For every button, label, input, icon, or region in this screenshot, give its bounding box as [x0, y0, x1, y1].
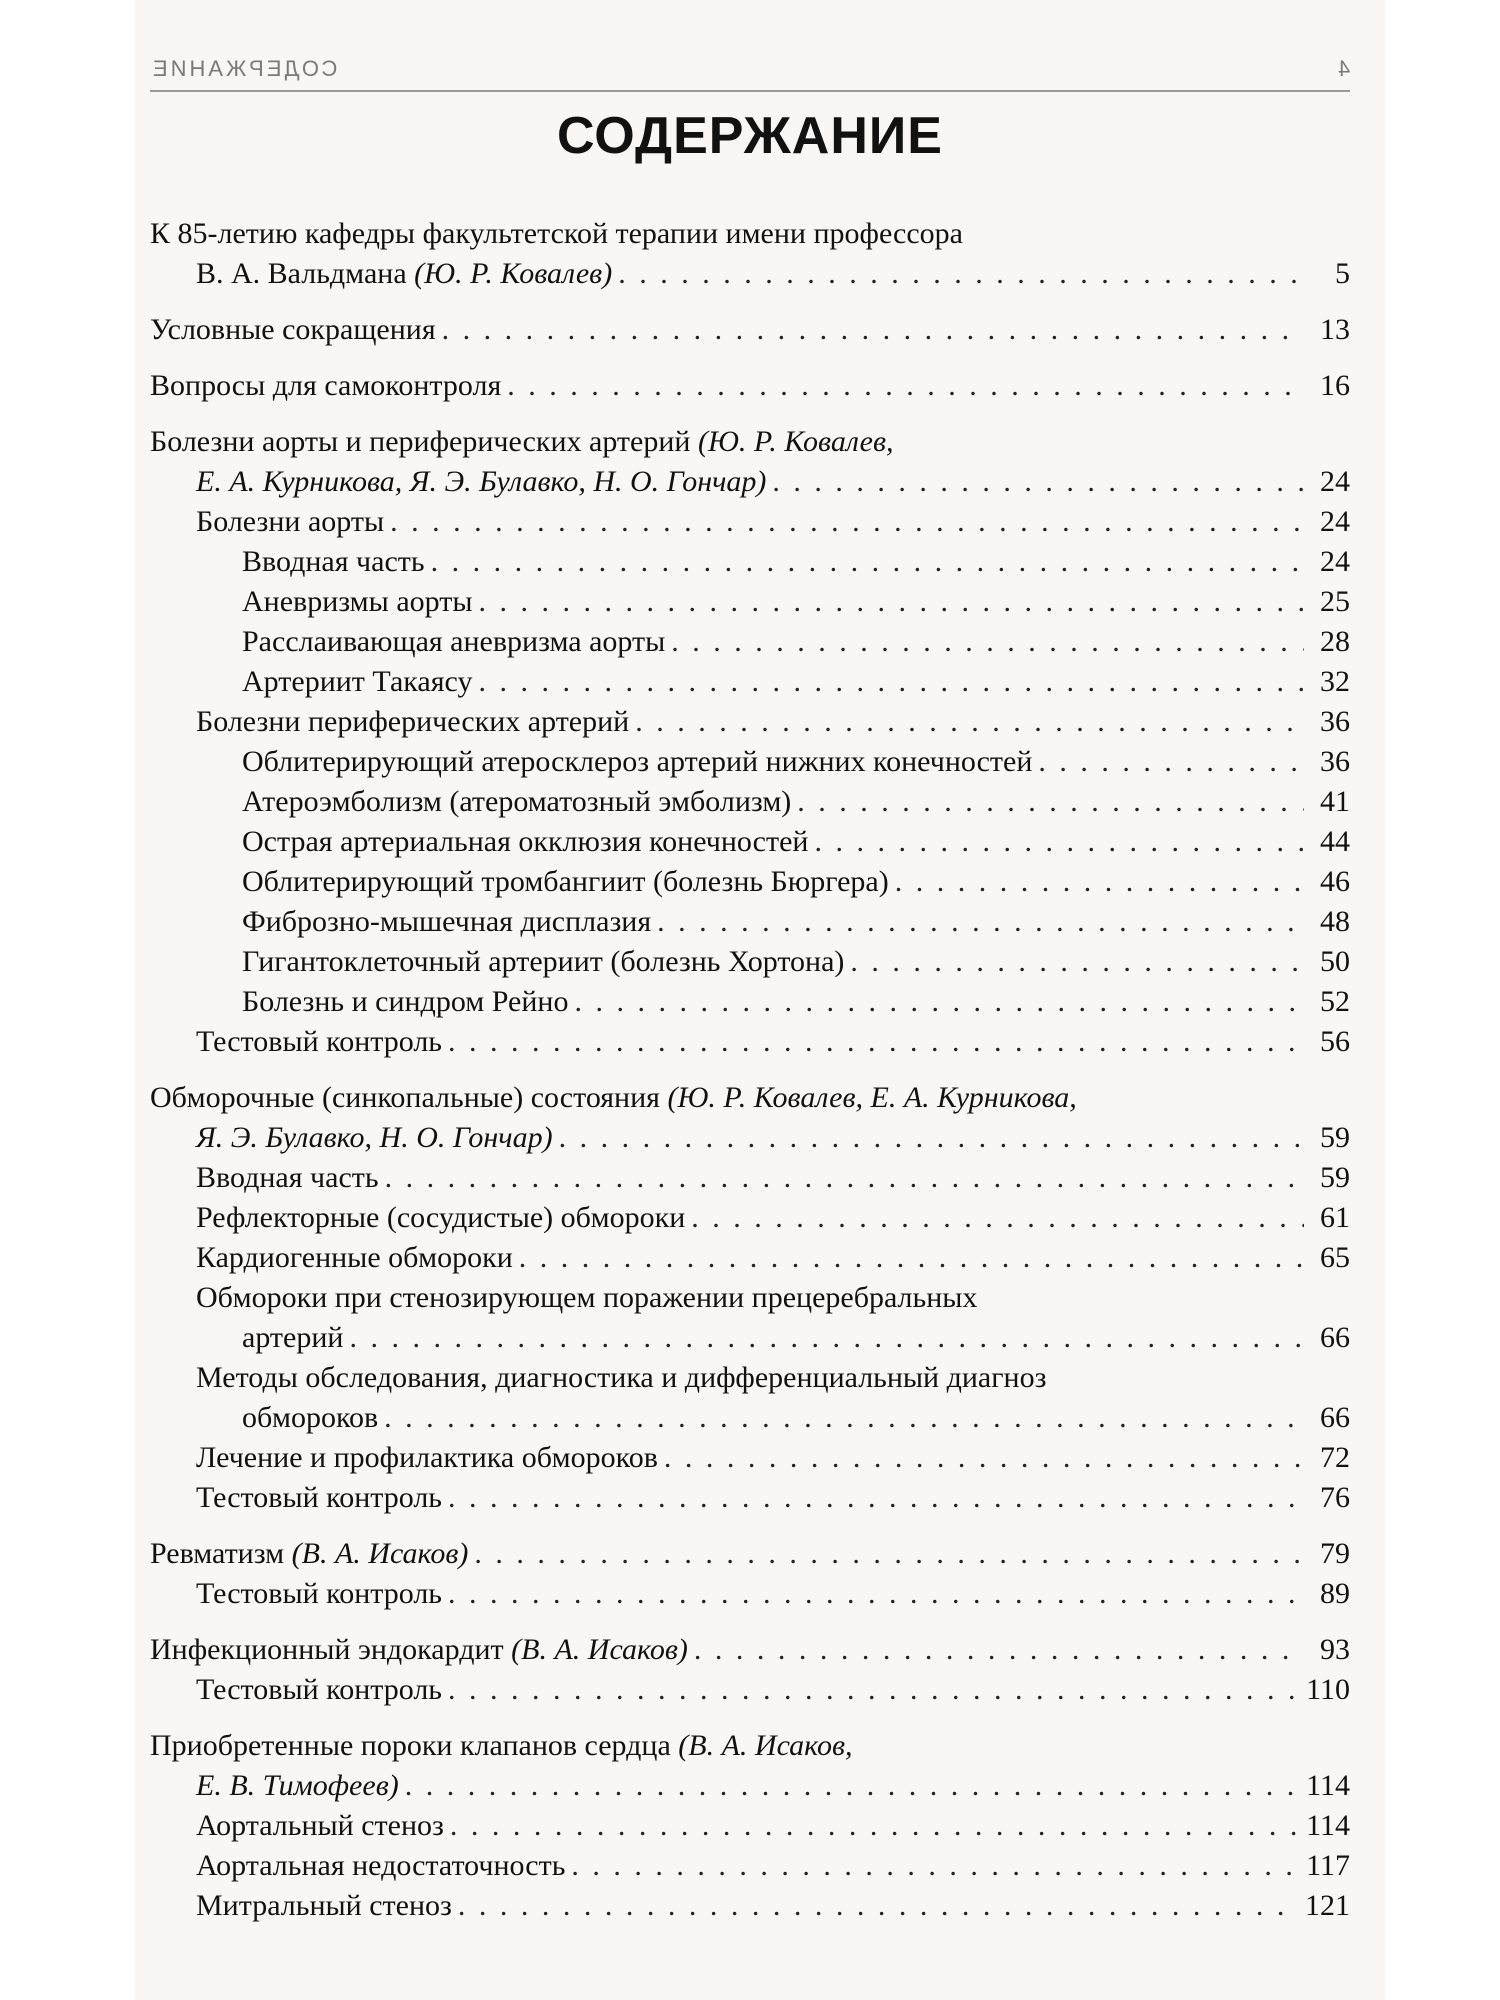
- toc-entry-authors: Е. В. Тимофеев): [196, 1769, 399, 1802]
- toc-entry-title: Артериит Такаясу: [242, 665, 473, 698]
- toc-page-number: 50: [1320, 945, 1350, 978]
- leader-dots: [797, 782, 1304, 822]
- toc-entry-authors: (В. А. Исаков): [291, 1537, 469, 1570]
- leader-dots: [895, 862, 1304, 902]
- leader-dots: [458, 1886, 1299, 1926]
- toc-entry[interactable]: [242, 542, 1350, 582]
- leader-dots: [814, 822, 1304, 862]
- toc-entry-authors: (Ю. Р. Ковалев): [414, 257, 613, 290]
- toc-entry-title: Тестовый контроль: [196, 1025, 442, 1058]
- toc-entry-title: Фиброзно-мышечная дисплазия: [242, 905, 652, 938]
- toc-entry[interactable]: [196, 1022, 1350, 1062]
- toc-entry[interactable]: [150, 1534, 1350, 1574]
- toc-entry[interactable]: [196, 1886, 1350, 1926]
- toc-page-number: 36: [1320, 745, 1350, 778]
- toc-entry[interactable]: [196, 1238, 1350, 1278]
- toc-entry-title: Аортальная недостаточность: [196, 1849, 566, 1882]
- toc-page-number: 48: [1320, 905, 1350, 938]
- leader-dots: [448, 1022, 1304, 1062]
- leader-dots: [349, 1318, 1304, 1358]
- toc-entry[interactable]: [150, 1630, 1350, 1670]
- toc-page-number: 24: [1320, 465, 1350, 498]
- toc-entry-title: Облитерирующий атеросклероз артерий нижних конечностей: [242, 745, 1033, 778]
- toc-entry[interactable]: [196, 702, 1350, 742]
- toc-entry-title: Тестовый контроль: [196, 1577, 442, 1610]
- toc-entry-title: Аневризмы аорты: [242, 585, 473, 618]
- toc-entry-title: Приобретенные пороки клапанов сердца: [150, 1729, 671, 1762]
- leader-dots: [479, 582, 1304, 622]
- toc-page-number: 24: [1320, 545, 1350, 578]
- toc-entry-title: В. А. Вальдмана: [196, 257, 407, 290]
- toc-entry[interactable]: [150, 310, 1350, 350]
- toc-page-number: 5: [1335, 257, 1350, 290]
- leader-dots: [850, 942, 1304, 982]
- leader-dots: [664, 1438, 1304, 1478]
- toc-entry[interactable]: [196, 1478, 1350, 1518]
- toc-entry-title: Острая артериальная окклюзия конечностей: [242, 825, 809, 858]
- toc-entry-title: Тестовый контроль: [196, 1481, 442, 1514]
- toc-entry[interactable]: [242, 582, 1350, 622]
- toc-entry-authors: Е. А. Курникова, Я. Э. Булавко, Н. О. Гончар): [196, 465, 767, 498]
- toc-page-number: 32: [1320, 665, 1350, 698]
- leader-dots: [385, 1158, 1304, 1198]
- toc-line: [150, 1726, 1350, 1766]
- toc-entry[interactable]: [196, 1158, 1350, 1198]
- toc-line: [150, 1078, 1350, 1118]
- toc-entry-title: Гигантоклеточный артериит (болезнь Хортона): [242, 945, 845, 978]
- toc-entry[interactable]: [242, 782, 1350, 822]
- toc-entry[interactable]: [196, 462, 1350, 502]
- toc-entry-title: Инфекционный эндокардит: [150, 1633, 504, 1666]
- leader-dots: [772, 462, 1304, 502]
- toc-entry-title: Облитерирующий тромбангиит (болезнь Бюргера): [242, 865, 889, 898]
- toc-page-number: 121: [1305, 1889, 1350, 1922]
- toc-entry[interactable]: [196, 1806, 1350, 1846]
- toc-entry[interactable]: [196, 254, 1350, 294]
- toc-entry[interactable]: [242, 1318, 1350, 1358]
- toc-entry-title: Лечение и профилактика обмороков: [196, 1441, 658, 1474]
- leader-dots: [671, 622, 1304, 662]
- toc-entry[interactable]: [196, 1118, 1350, 1158]
- toc-page-number: 16: [1320, 369, 1350, 402]
- leader-dots: [559, 1118, 1304, 1158]
- toc-entry[interactable]: [242, 662, 1350, 702]
- toc-line: [196, 1358, 1350, 1398]
- toc-entry-title: Расслаивающая аневризма аорты: [242, 625, 666, 658]
- running-header: [150, 56, 1350, 92]
- toc-page-number: 72: [1320, 1441, 1350, 1474]
- toc-page-number: 28: [1320, 625, 1350, 658]
- toc-entry[interactable]: [196, 1766, 1350, 1806]
- leader-dots: [571, 1846, 1300, 1886]
- toc-page-number: 44: [1320, 825, 1350, 858]
- toc-entry-title: Тестовый контроль: [196, 1673, 442, 1706]
- leader-dots: [618, 254, 1304, 294]
- toc-page-number: 41: [1320, 785, 1350, 818]
- toc-entry[interactable]: [196, 1846, 1350, 1886]
- toc-page-number: 89: [1320, 1577, 1350, 1610]
- toc-line: [150, 214, 1350, 254]
- toc-page-number: 117: [1306, 1849, 1350, 1882]
- toc-entry-title: Кардиогенные обмороки: [196, 1241, 513, 1274]
- toc-page-number: 110: [1306, 1673, 1350, 1706]
- leader-dots: [635, 702, 1304, 742]
- page-title: СОДЕРЖАНИЕ: [557, 107, 943, 165]
- toc-entry[interactable]: [196, 502, 1350, 542]
- toc-entry-authors: (В. А. Исаков,: [678, 1729, 853, 1762]
- toc-entry-title: Рефлекторные (сосудистые) обмороки: [196, 1201, 686, 1234]
- toc-page-number: 114: [1306, 1809, 1350, 1842]
- toc-entry[interactable]: [242, 862, 1350, 902]
- leader-dots: [474, 1534, 1304, 1574]
- leader-dots: [405, 1766, 1300, 1806]
- toc-page-number: 79: [1320, 1537, 1350, 1570]
- toc-entry-title: Болезни аорты: [196, 505, 385, 538]
- leader-dots: [507, 366, 1304, 406]
- leader-dots: [448, 1478, 1304, 1518]
- toc-entry-authors: Я. Э. Булавко, Н. О. Гончар): [196, 1121, 553, 1154]
- toc-entry-title: Вопросы для самоконтроля: [150, 369, 502, 402]
- toc-entry-title: Болезнь и синдром Рейно: [242, 985, 569, 1018]
- toc-page-number: 66: [1320, 1321, 1350, 1354]
- leader-dots: [1038, 742, 1304, 782]
- toc-entry-title: Ревматизм: [150, 1537, 285, 1570]
- toc-entry[interactable]: [196, 1198, 1350, 1238]
- running-header-title: СОДЕРЖАНИЕ: [150, 56, 338, 81]
- toc-entry[interactable]: [242, 902, 1350, 942]
- toc-entry-title: Болезни периферических артерий: [196, 705, 630, 738]
- leader-dots: [431, 542, 1304, 582]
- toc-entry[interactable]: [242, 1398, 1350, 1438]
- toc-entry[interactable]: [150, 366, 1350, 406]
- toc-page-number: 66: [1320, 1401, 1350, 1434]
- toc-entry[interactable]: [196, 1438, 1350, 1478]
- toc-entry-authors: (Ю. Р. Ковалев,: [697, 425, 894, 458]
- toc-page-number: 24: [1320, 505, 1350, 538]
- toc-page-number: 93: [1320, 1633, 1350, 1666]
- toc-entry-title: К 85-летию кафедры факультетской терапии имени профессора: [150, 217, 963, 250]
- toc-page-number: 56: [1320, 1025, 1350, 1058]
- toc-entry-title: Обмороки при стенозирующем поражении прецеребральных: [196, 1281, 978, 1314]
- toc-entry-authors: (В. А. Исаков): [511, 1633, 688, 1666]
- toc-entry[interactable]: [242, 622, 1350, 662]
- leader-dots: [442, 310, 1304, 350]
- toc-page-number: 59: [1320, 1121, 1350, 1154]
- toc-entry[interactable]: [196, 1574, 1350, 1614]
- toc-entry-title: Атероэмболизм (атероматозный эмболизм): [242, 785, 792, 818]
- leader-dots: [448, 1670, 1300, 1710]
- leader-dots: [657, 902, 1304, 942]
- leader-dots: [478, 662, 1304, 702]
- toc-page-number: 76: [1320, 1481, 1350, 1514]
- running-header-page-number: 4: [1337, 56, 1350, 81]
- toc-entry-authors: (Ю. Р. Ковалев, Е. А. Курникова,: [667, 1081, 1077, 1114]
- toc-line: [196, 1278, 1350, 1318]
- toc-page-number: 36: [1320, 705, 1350, 738]
- toc-entry[interactable]: [242, 822, 1350, 862]
- leader-dots: [691, 1198, 1304, 1238]
- toc-entry-title: Вводная часть: [196, 1161, 379, 1194]
- toc-entry-title: артерий: [242, 1321, 344, 1354]
- toc-page-number: 52: [1320, 985, 1350, 1018]
- toc-entry[interactable]: [242, 742, 1350, 782]
- toc-entry-title: Вводная часть: [242, 545, 425, 578]
- leader-dots: [694, 1630, 1304, 1670]
- toc-entry-title: Митральный стеноз: [196, 1889, 452, 1922]
- leader-dots: [384, 1398, 1304, 1438]
- toc-page-number: 25: [1320, 585, 1350, 618]
- leader-dots: [574, 982, 1304, 1022]
- toc-page-number: 59: [1320, 1161, 1350, 1194]
- toc-line: [150, 422, 1350, 462]
- toc-entry-title: Методы обследования, диагностика и дифференциальный диагноз: [196, 1361, 1047, 1394]
- leader-dots: [519, 1238, 1304, 1278]
- leader-dots: [390, 502, 1304, 542]
- toc-entry[interactable]: [196, 1670, 1350, 1710]
- toc-page-number: 114: [1306, 1769, 1350, 1802]
- toc-page-number: 13: [1320, 313, 1350, 346]
- toc-entry-title: Условные сокращения: [150, 313, 436, 346]
- toc-entry-title: Болезни аорты и периферических артерий: [150, 425, 691, 458]
- toc-entry-title: Обморочные (синкопальные) состояния: [150, 1081, 660, 1114]
- toc-entry[interactable]: [242, 982, 1350, 1022]
- toc-page-number: 61: [1320, 1201, 1350, 1234]
- toc-entry-title: Аортальный стеноз: [196, 1809, 444, 1842]
- leader-dots: [448, 1574, 1304, 1614]
- toc-entry-title: обмороков: [242, 1401, 379, 1434]
- leader-dots: [450, 1806, 1300, 1846]
- toc-page-number: 65: [1320, 1241, 1350, 1274]
- toc-page-number: 46: [1320, 865, 1350, 898]
- toc-entry[interactable]: [242, 942, 1350, 982]
